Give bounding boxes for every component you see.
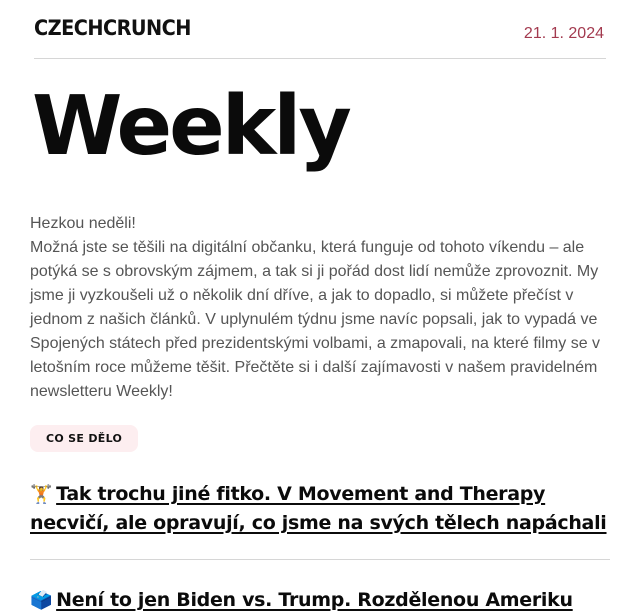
intro-text [30,212,610,404]
article-item[interactable] [30,586,612,615]
section-tag: CO SE DĚLO [30,425,138,452]
article-link[interactable]: Tak trochu jiné fitko. V Movement and Therapy necvičí, ale opravují, co jsme na svých tělech napáchali [30,483,607,534]
newsletter-header [34,14,606,59]
ballot-box-icon: 🗳️ [30,590,53,611]
article-link[interactable]: Není to jen Biden vs. Trump. Rozdělenou Ameriku [56,589,573,611]
intro-greeting: Hezkou neděli! [30,215,136,232]
issue-date: 21. 1. 2024 [523,25,604,42]
article-item[interactable] [30,480,612,538]
intro-body: Možná jste se těšili na digitální občanku, která funguje od tohoto víkendu – ale potýká se s obrovským zájmem, a tak si ji pořád dost lidí nemůže zprovoznit. My jsme ji vyzkoušeli už o několik dní dříve, a jak to dopadlo, si můžete přečíst v jednom z našich článků. V uplynulém týdnu jsme navíc popsali, jak to vypadá ve Spojených státech před prezidentskými volbami, a zmapovali, na které filmy se v letošním roce můžeme těšit. Přečtěte si i další zajímavosti v našem pravidelném newsletteru Weekly! [30,239,601,400]
brand-logo[interactable]: CZECHCRUNCH [34,16,191,40]
newsletter-title: Weekly [32,79,349,174]
weightlifter-icon: 🏋️ [30,484,53,505]
divider [30,559,610,560]
